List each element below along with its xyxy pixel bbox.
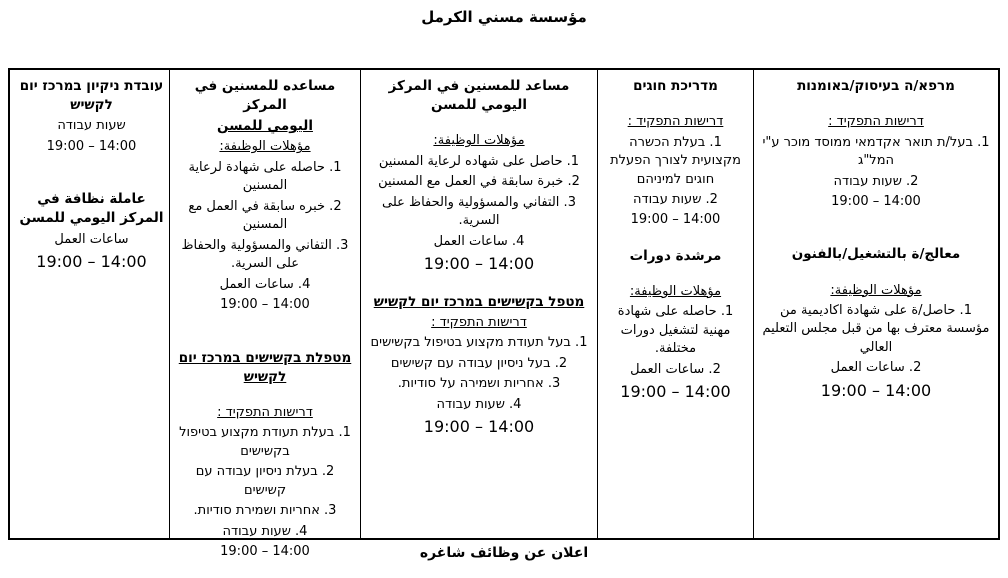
work-hours: 19:00 – 14:00 <box>423 254 535 274</box>
job-column-elderly-assistant-f <box>169 70 360 560</box>
requirement-item: 1. בעלת תעודת מקצוע בטיפול בקשישים <box>179 425 351 459</box>
job-title: معالج/ة بالتشغيل/بالفنون <box>791 246 961 263</box>
requirement-item: 4. שעות עבודה <box>222 523 308 539</box>
section-heading: مؤهلات الوظيفة: <box>830 282 922 298</box>
requirement-item: 2. خبره سابقة في العمل مع المسنين <box>188 198 342 233</box>
spacer <box>603 232 748 245</box>
job-title: مساعد للمسنين في المركز اليومي للمسن <box>388 78 570 114</box>
spacer <box>759 98 993 111</box>
requirement-item: 1. בעלת הכשרה מקצועית לצורך הפעלת חוגים למיניהם <box>610 134 741 187</box>
section-heading: مؤهلات الوظيفة: <box>433 133 525 149</box>
requirement-item: 1. בעל/ת תואר אקדמאי ממוסד מוכר ע"י המל"ג <box>762 134 990 169</box>
work-hours: 19:00 – 14:00 <box>620 382 731 402</box>
spacer <box>603 98 748 111</box>
requirement-item: 2. שעות עבודה <box>633 191 718 207</box>
job-title: מטפל בקשישים במרכז יום לקשיש <box>373 293 585 310</box>
requirement-item: 2. בעלת ניסיון עבודה עם קשישים <box>195 464 335 498</box>
work-hours: 19:00 – 14:00 <box>46 138 137 154</box>
requirement-item: 3. التفاني والمسؤولية والحفاظ على السرية. <box>181 237 349 272</box>
job-column-activities-instructor <box>597 70 753 538</box>
requirement-item: 2. خبرة سابقة في العمل مع المسنين <box>378 174 580 190</box>
spacer <box>603 268 748 281</box>
requirement-item: 1. حاصل على شهاده لرعاية المسنين <box>378 153 580 169</box>
job-column-elderly-assistant-m <box>360 70 597 538</box>
requirement-item: 1. בעל תעודת מקצוע בטיפול בקשישים <box>370 335 588 351</box>
job-title: מדריכת חוגים <box>633 78 718 94</box>
requirement-item: ساعات العمل <box>54 231 129 247</box>
work-hours: 19:00 – 14:00 <box>220 297 310 313</box>
job-title: اليومي للمسن <box>217 118 313 135</box>
spacer <box>759 267 993 280</box>
spacer <box>759 213 993 243</box>
section-heading: مؤهلات الوظيفة: <box>629 284 722 300</box>
requirement-item: 3. אחריות ושמירת סודיות. <box>193 503 337 519</box>
requirement-item: 1. حاصل/ة على شهادة اكاديمية من مؤسسة معترف بها من قبل مجلس التعليم العالي <box>762 303 990 355</box>
requirement-item: שעות עבודה <box>57 118 126 134</box>
spacer <box>175 317 355 347</box>
job-column-therapist <box>753 70 998 538</box>
work-hours: 19:00 – 14:00 <box>423 417 535 437</box>
work-hours: 19:00 – 14:00 <box>220 544 310 560</box>
requirement-item: 4. ساعات العمل <box>433 233 525 249</box>
work-hours: 19:00 – 14:00 <box>831 193 921 209</box>
requirement-item: 1. حاصله على شهادة لرعاية المسنين <box>188 159 342 194</box>
job-title: מטפלת בקשישים במרכז יום לקשיש <box>178 349 352 385</box>
section-heading: דרישות התפקיד : <box>217 404 313 420</box>
work-hours: 19:00 – 14:00 <box>630 212 721 228</box>
work-hours: 19:00 – 14:00 <box>36 251 147 271</box>
section-heading: דרישות התפקיד : <box>828 114 924 130</box>
requirement-item: 3. التفاني والمسؤولية والحفاظ على السرية. <box>382 194 576 229</box>
job-title: مرشدة دورات <box>629 247 722 264</box>
page-footer: اعلان عن وظائف شاغره <box>419 545 589 561</box>
spacer <box>366 278 592 291</box>
requirement-item: 4. ساعات العمل <box>219 276 311 292</box>
requirement-item: 4. שעות עבודה <box>436 396 522 412</box>
job-column-cleaning-worker <box>14 70 169 538</box>
page-title: مؤسسة مسني الكرمل <box>421 8 587 26</box>
spacer <box>19 158 164 188</box>
requirement-item: 3. אחריות ושמירה על סודיות. <box>397 376 561 392</box>
requirement-item: 2. ساعات العمل <box>630 361 721 377</box>
section-heading: דרישות התפקיד : <box>627 114 724 130</box>
requirement-item: 2. בעל ניסיון עבודה עם קשישים <box>390 355 568 371</box>
requirement-item: 2. שעות עבודה <box>833 173 919 189</box>
requirement-item: 1. حاصله على شهادة مهنية لتشغيل دورات مختلفة. <box>617 304 734 357</box>
requirement-item: 2. ساعات العمل <box>830 360 922 376</box>
spacer <box>366 117 592 130</box>
section-heading: مؤهلات الوظيفة: <box>219 139 311 155</box>
job-title: עובדת ניקיון במרכז יום לקשיש <box>19 78 164 114</box>
job-title: מרפא/ה בעיסוק/באומנות <box>797 78 955 94</box>
job-title: عاملة نظافة في المركز اليومي للمسن <box>19 191 164 227</box>
spacer <box>175 389 355 402</box>
job-title: مساعده للمسنين في المركز <box>194 78 336 114</box>
section-heading: דרישות התפקיד : <box>431 314 527 330</box>
work-hours: 19:00 – 14:00 <box>820 380 932 400</box>
